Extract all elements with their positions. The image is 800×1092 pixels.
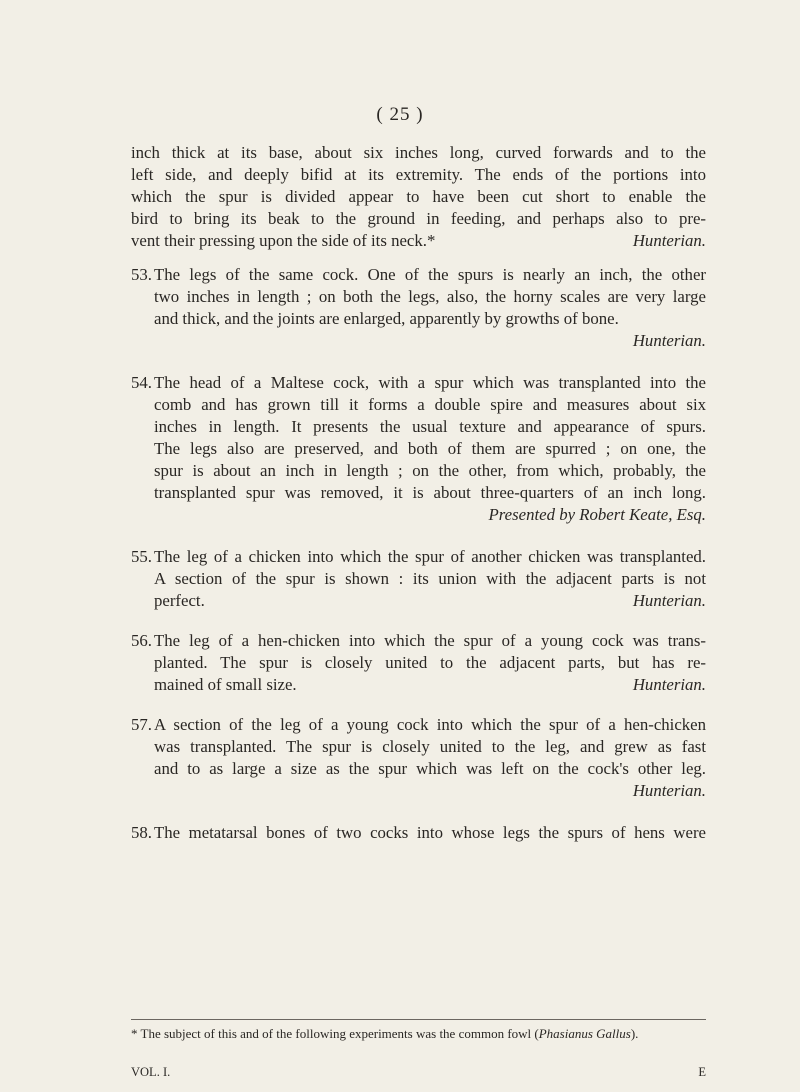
entry-credit: Hunterian. (632, 591, 706, 610)
text-line: A section of the spur is shown : its union with the adjacent parts is not (154, 569, 706, 588)
text-line: bird to bring its beak to the ground in feeding, and perhaps also to pre- (131, 209, 706, 228)
text-line (154, 674, 706, 696)
text-line-content: vent their pressing upon the side of its neck.* (131, 231, 436, 250)
text-line: A section of the leg of a young cock into which the spur of a hen-chicken (154, 715, 706, 734)
catalogue-entry-58 (131, 822, 706, 844)
entry-number: 56. (131, 631, 152, 650)
text-line: The head of a Maltese cock, with a spur which was transplanted into the (154, 373, 706, 392)
text-line: inches in length. It presents the usual texture and appearance of spurs. (154, 417, 706, 436)
footnote (131, 1025, 706, 1043)
entry-credit: Presented by Robert Keate, Esq. (488, 505, 706, 524)
text-line: inch thick at its base, about six inches long, curved forwards and to the (131, 143, 706, 162)
text-line: which the spur is divided appear to have been cut short to enable the (131, 187, 706, 206)
text-line: comb and has grown till it forms a double spire and measures about six (154, 395, 706, 414)
continuation-paragraph (131, 142, 706, 252)
catalogue-entry-57 (131, 714, 706, 802)
entry-number: 53. (131, 265, 152, 284)
text-line: two inches in length ; on both the legs, also, the horny scales are very large (154, 287, 706, 306)
text-line-content: perfect. (154, 591, 205, 610)
text-line: The legs also are preserved, and both of them are spurred ; on one, the (154, 439, 706, 458)
credit-hunterian: Hunterian. (632, 231, 706, 250)
text-line: planted. The spur is closely united to the adjacent parts, but has re- (154, 653, 706, 672)
entry-number: 58. (131, 823, 152, 842)
footnote-species: Phasianus Gallus (538, 1026, 631, 1041)
catalogue-entry-55 (131, 546, 706, 612)
text-line: and to as large a size as the spur which was left on the cock's other leg. (154, 759, 706, 778)
text-line: and thick, and the joints are enlarged, apparently by growths of bone. (154, 309, 619, 328)
text-line-content: mained of small size. (154, 675, 297, 694)
text-line: The leg of a chicken into which the spur of another chicken was transplanted. (154, 547, 706, 566)
entry-credit: Hunterian. (632, 331, 706, 350)
entry-number: 57. (131, 715, 152, 734)
text-line (131, 230, 706, 252)
text-line: transplanted spur was removed, it is about three-quarters of an inch long. (154, 483, 706, 502)
catalogue-entry-54 (131, 372, 706, 526)
text-line: The leg of a hen-chicken into which the spur of a young cock was trans- (154, 631, 706, 650)
text-line: The metatarsal bones of two cocks into whose legs the spurs of hens were (154, 823, 706, 842)
page-number: ( 25 ) (376, 104, 424, 125)
footnote-close: ). (630, 1026, 639, 1041)
text-line: left side, and deeply bifid at its extremity. The ends of the portions into (131, 165, 706, 184)
catalogue-entry-56 (131, 630, 706, 696)
entry-number: 55. (131, 547, 152, 566)
catalogue-entry-53 (131, 264, 706, 352)
volume-mark: VOL. I. (131, 1065, 171, 1079)
text-line: was transplanted. The spur is closely united to the leg, and grew as fast (154, 737, 706, 756)
signature-mark: E (698, 1065, 706, 1079)
entry-number: 54. (131, 373, 152, 392)
text-line: The legs of the same cock. One of the spurs is nearly an inch, the other (154, 265, 706, 284)
footnote-divider (131, 1019, 706, 1020)
signature-line (131, 1065, 706, 1080)
entry-credit: Hunterian. (632, 675, 706, 694)
footnote-text: * The subject of this and of the following experiments was the common fowl ( (131, 1026, 539, 1041)
entry-credit: Hunterian. (632, 781, 706, 800)
text-line (154, 590, 706, 612)
text-line: spur is about an inch in length ; on the other, from which, probably, the (154, 461, 706, 480)
